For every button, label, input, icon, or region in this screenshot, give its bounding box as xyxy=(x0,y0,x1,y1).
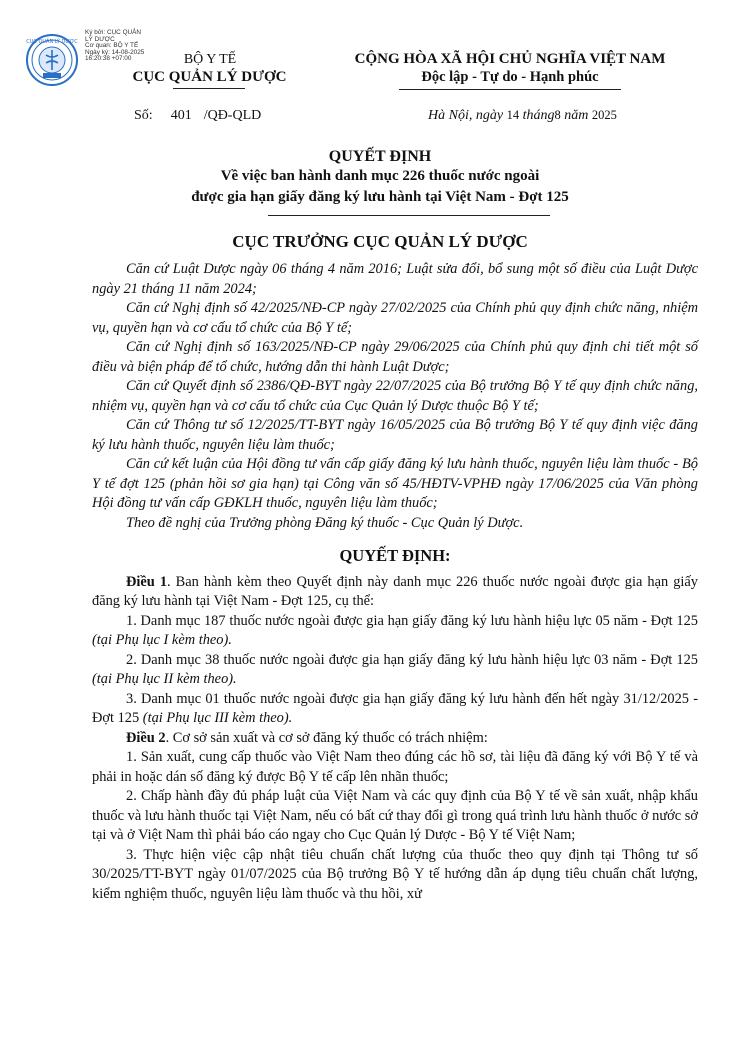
article-2: Điều 2. Cơ sở sản xuất và cơ sở đăng ký thuốc có trách nhiệm: xyxy=(126,729,488,746)
document-number: Số: 401 /QĐ-QLD xyxy=(134,108,262,123)
article-2-item: 2. Chấp hành đầy đủ pháp luật của Việt Nam và các quy định của Bộ Y tế về sản xuất, nhập khẩu thuốc và lưu hành thuốc tại Việt Nam, nếu có bất cứ thay đổi gì trong quá trình lưu hành thuốc ở nước sở tại và ở Việt Nam thì phải báo cáo ngay cho Cục Quản lý Dược - Bộ Y tế Việt Nam; xyxy=(92,788,698,843)
issuing-authority: CỤC TRƯỞNG CỤC QUẢN LÝ DƯỢC xyxy=(232,232,528,251)
document-title: QUYẾT ĐỊNH xyxy=(328,148,432,165)
article-2-item: 3. Thực hiện việc cập nhật tiêu chuẩn chất lượng của thuốc theo quy định tại Thông tư số 30/2025/TT-BYT ngày 01/07/2025 của Bộ trưởng Bộ Y tế hướng dẫn áp dụng tiêu chuẩn chất lượng, kiểm nghiệm thuốc, nguyên liệu làm thuốc và thu hồi, xử xyxy=(92,846,698,902)
department-name: CỤC QUẢN LÝ DƯỢC xyxy=(132,69,287,85)
article-1: Điều 1. Ban hành kèm theo Quyết định này danh mục 226 thuốc nước ngoài được gia hạn giấy đăng ký lưu hành tại Việt Nam - Đợt 125, cụ thể: xyxy=(92,573,698,609)
signature-date: Ngày ký: 14-08-2025 16:20:38 +07:00 xyxy=(85,48,145,63)
preamble-item: Căn cứ Quyết định số 2386/QĐ-BYT ngày 22/07/2025 của Bộ trưởng Bộ Y tế quy định chức năng, nhiệm vụ, quyền hạn và cơ cấu tổ chức của Cục Quản lý Dược thuộc Bộ Y tế; xyxy=(92,378,698,414)
agency-seal-icon xyxy=(26,34,78,86)
article-1-item: 1. Danh mục 187 thuốc nước ngoài được gia hạn giấy đăng ký lưu hành hiệu lực 05 năm - Đợt 125 (tại Phụ lục I kèm theo). xyxy=(92,612,698,648)
signature-signer: Ký bởi: CỤC QUẢN LÝ DƯỢC xyxy=(85,29,142,43)
digital-signature xyxy=(85,30,147,63)
ministry-name: BỘ Y TẾ xyxy=(183,52,237,67)
svg-text:CỤC QUẢN LÝ DƯỢC: CỤC QUẢN LÝ DƯỢC xyxy=(26,39,78,45)
motto-underline xyxy=(399,89,621,90)
preamble-item: Căn cứ Luật Dược ngày 06 tháng 4 năm 2016; Luật sửa đổi, bổ sung một số điều của Luật Dược ngày 21 tháng 11 năm 2024; xyxy=(92,261,698,297)
decision-heading: QUYẾT ĐỊNH: xyxy=(339,546,451,565)
preamble-item: Theo đề nghị của Trưởng phòng Đăng ký thuốc - Cục Quản lý Dược. xyxy=(126,514,524,531)
title-underline xyxy=(268,215,550,216)
national-motto: Độc lập - Tự do - Hạnh phúc xyxy=(421,69,599,85)
preamble-item: Căn cứ Nghị định số 42/2025/NĐ-CP ngày 27/02/2025 của Chính phủ quy định chức năng, nhiệm vụ, quyền hạn và cơ cấu tổ chức của Bộ Y tế; xyxy=(92,300,698,336)
nation-name: CỘNG HÒA XÃ HỘI CHỦ NGHĨA VIỆT NAM xyxy=(354,51,666,67)
article-1-item: 3. Danh mục 01 thuốc nước ngoài được gia hạn giấy đăng ký lưu hành đến hết ngày 31/12/2025 - Đợt 125 (tại Phụ lục III kèm theo). xyxy=(92,690,698,726)
document-subtitle-line2: được gia hạn giấy đăng ký lưu hành tại Việt Nam - Đợt 125 xyxy=(191,189,569,205)
preamble-item: Căn cứ Nghị định số 163/2025/NĐ-CP ngày 29/06/2025 của Chính phủ quy định chi tiết một số điều và biện pháp để tổ chức, hướng dẫn thi hành Luật Dược; xyxy=(92,339,698,375)
signature-agency: Cơ quan: BỘ Y TẾ xyxy=(85,42,139,50)
preamble-item: Căn cứ Thông tư số 12/2025/TT-BYT ngày 16/05/2025 của Bộ trưởng Bộ Y tế quy định việc đăng ký lưu hành thuốc, nguyên liệu làm thuốc; xyxy=(92,417,698,453)
article-1-item: 2. Danh mục 38 thuốc nước ngoài được gia hạn giấy đăng ký lưu hành hiệu lực 03 năm - Đợt 125 (tại Phụ lục II kèm theo). xyxy=(92,651,698,687)
preamble-item: Căn cứ kết luận của Hội đồng tư vấn cấp giấy đăng ký lưu hành thuốc, nguyên liệu làm thuốc - Bộ Y tế đợt 125 (phản hồi sơ gia hạn) tại Công văn số 45/HĐTV-VPHĐ ngày 17/06/2025 của Văn phòng Hội đồng tư vấn cấp GĐKLH thuốc, nguyên liệu làm thuốc; xyxy=(92,456,698,511)
article-2-item: 1. Sản xuất, cung cấp thuốc vào Việt Nam theo đúng các hồ sơ, tài liệu đã đăng ký với Bộ Y tế và phải in hoặc dán số đăng ký được Bộ Y tế cấp lên nhãn thuốc; xyxy=(92,749,698,785)
document-body xyxy=(92,260,698,904)
document-date: Hà Nội, ngày 14 tháng8 năm 2025 xyxy=(428,108,617,123)
department-underline xyxy=(173,88,245,89)
document-subtitle-line1: Về việc ban hành danh mục 226 thuốc nước ngoài xyxy=(220,168,540,184)
